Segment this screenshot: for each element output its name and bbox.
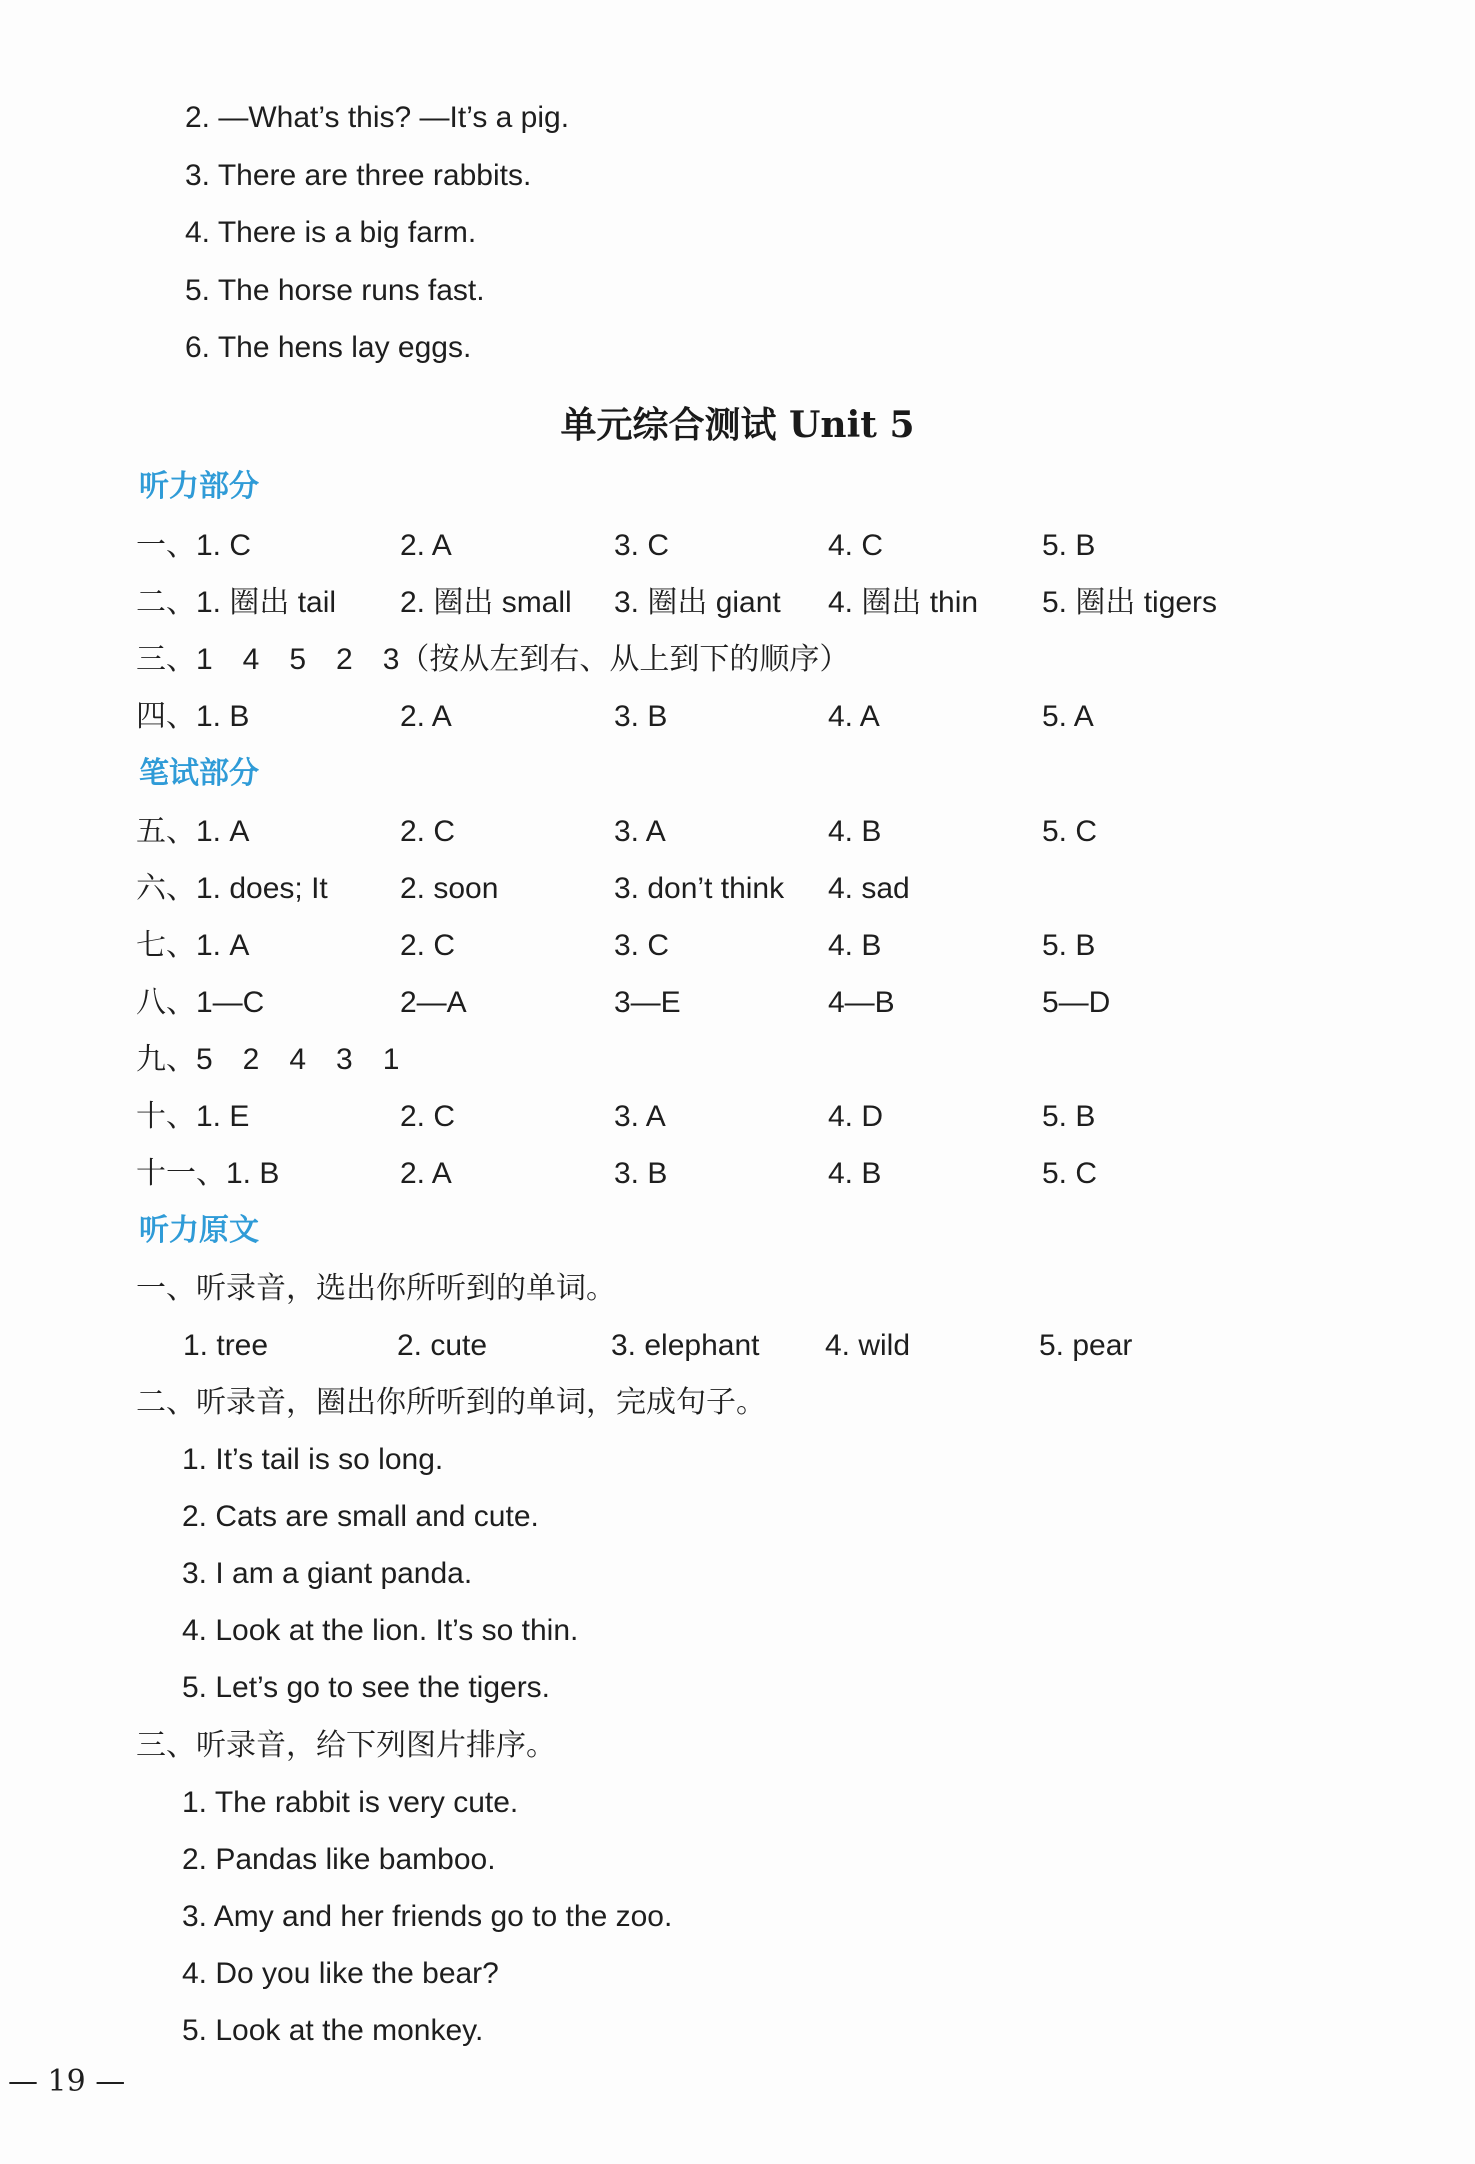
transcript-sentence: 4. Look at the lion. It’s so thin.: [182, 1614, 579, 1647]
transcript-sentence: 1. The rabbit is very cute.: [182, 1786, 519, 1819]
transcript-part2-heading: 二、听录音，圈出你所听到的单词，完成句子。: [136, 1385, 766, 1420]
intro-sentence: 3. There are three rabbits.: [185, 159, 532, 192]
answer-row-5: 五、1. A 2. C 3. A 4. B 5. C: [136, 815, 1098, 848]
transcript-part1-heading: 一、听录音，选出你所听到的单词。: [136, 1271, 616, 1306]
answer-row-10: 十、1. E 2. C 3. A 4. D 5. B: [136, 1100, 1096, 1133]
answer-row-7: 七、1. A 2. C 3. C 4. B 5. B: [136, 929, 1096, 962]
answer-row-6: 六、1. does; It 2. soon 3. don’t think 4. sad: [136, 872, 910, 905]
unit-title: 单元综合测试 Unit 5: [560, 404, 915, 446]
answer-row-1: 一、1. C 2. A 3. C 4. C 5. B: [136, 529, 1096, 562]
answer-row-4: 四、1. B 2. A 3. B 4. A 5. A: [136, 700, 1094, 733]
transcript-sentence: 3. I am a giant panda.: [182, 1557, 473, 1590]
transcript-part1-words: 1. tree 2. cute 3. elephant 4. wild 5. pear: [183, 1329, 1133, 1362]
transcript-sentence: 5. Look at the monkey.: [182, 2014, 484, 2047]
answer-row-2: 二、1. 圈出 tail 2. 圈出 small 3. 圈出 giant 4. 圈出 thin 5. 圈出 tigers: [136, 586, 1218, 619]
intro-sentence: 4. There is a big farm.: [185, 216, 477, 249]
answer-row-11: 十一、1. B 2. A 3. B 4. B 5. C: [136, 1157, 1098, 1190]
listening-heading: 听力部分: [139, 470, 259, 503]
transcript-part3-heading: 三、听录音，给下列图片排序。: [136, 1728, 556, 1763]
answer-row-3: 三、1 4 5 2 3（按从左到右、从上到下的顺序）: [136, 643, 850, 676]
page-number: — 19 —: [8, 2064, 126, 2099]
intro-sentence: 5. The horse runs fast.: [185, 274, 485, 307]
intro-sentence: 6. The hens lay eggs.: [185, 331, 472, 364]
transcript-sentence: 4. Do you like the bear?: [182, 1957, 499, 1990]
answer-row-8: 八、1—C 2—A 3—E 4—B 5—D: [136, 986, 1111, 1019]
intro-sentence: 2. —What’s this? —It’s a pig.: [185, 101, 570, 134]
transcript-sentence: 1. It’s tail is so long.: [182, 1443, 444, 1476]
transcript-sentence: 5. Let’s go to see the tigers.: [182, 1671, 551, 1704]
transcript-sentence: 2. Cats are small and cute.: [182, 1500, 539, 1533]
transcript-sentence: 2. Pandas like bamboo.: [182, 1843, 496, 1876]
transcript-heading: 听力原文: [139, 1214, 259, 1247]
transcript-sentence: 3. Amy and her friends go to the zoo.: [182, 1900, 673, 1933]
answer-row-9: 九、5 2 4 3 1: [136, 1043, 400, 1076]
written-heading: 笔试部分: [139, 757, 259, 790]
